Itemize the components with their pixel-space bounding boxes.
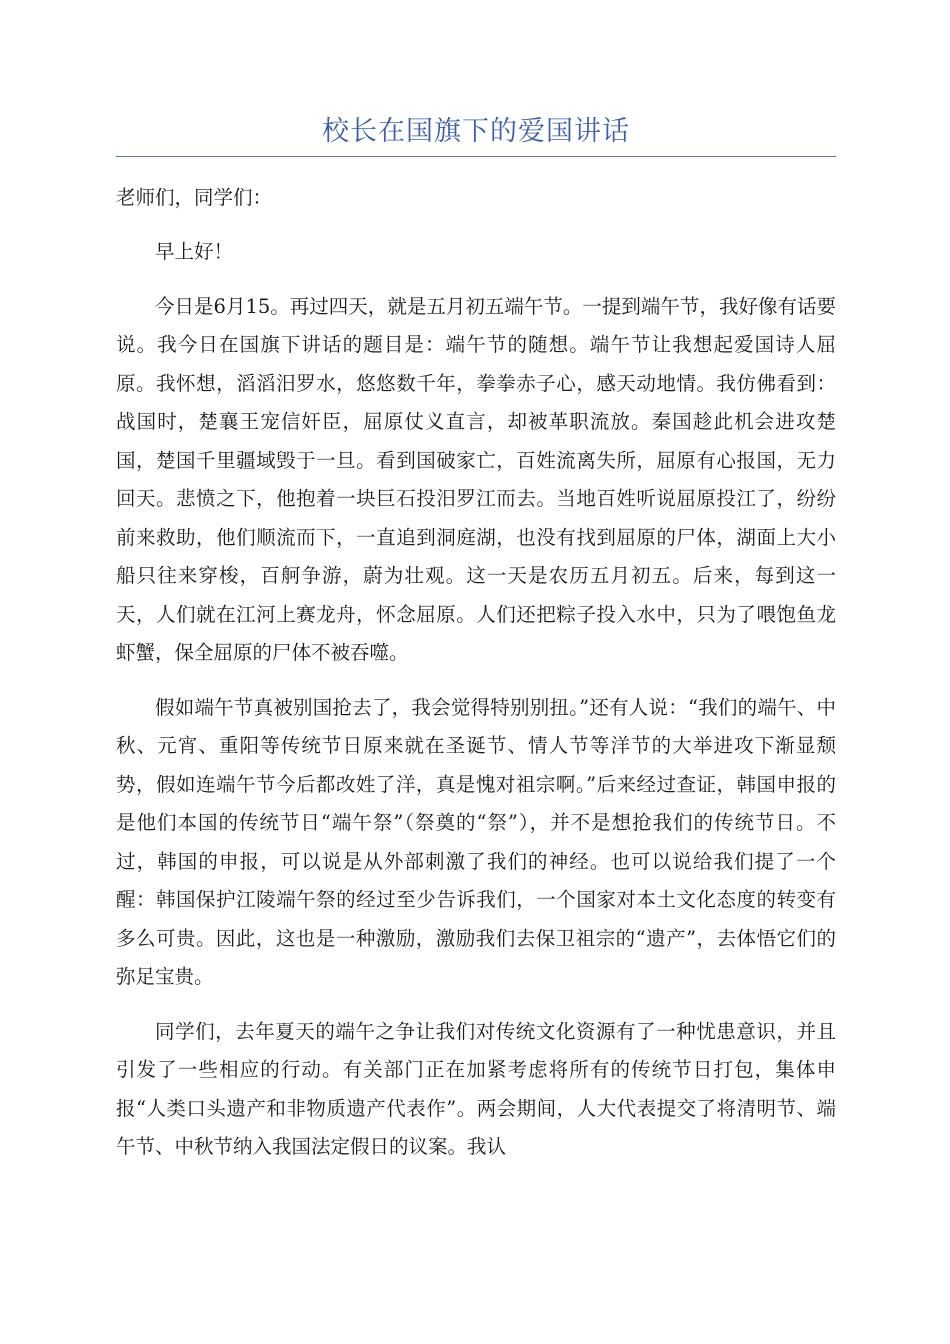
- salutation: 老师们，同学们：: [116, 186, 273, 209]
- paragraph-greeting: 早上好！: [155, 240, 234, 263]
- paragraph-dragon-boat-festival: 今日是6月15。再过四天，就是五月初五端午节。一提到端午节，我好像有话要说。我今日在国旗下讲话的题目是：端午节的随想。端午节让我想起爱国诗人屈原。我怀想，滔滔汨罗水，悠悠数千年，拳拳赤子心，感天动地情。我仿佛看到：战国时，楚襄王宠信奸臣，屈原仗义直言，却被革职流放。秦国趁此机会进攻楚国，楚国千里疆域毁于一旦。看到国破家亡，百姓流离失所，屈原有心报国，无力回天。悲愤之下，他抱着一块巨石投汨罗江而去。当地百姓听说屈原投江了，纷纷前来救助，他们顺流而下，一直追到洞庭湖，也没有找到屈原的尸体，湖面上大小船只往来穿梭，百舸争游，蔚为壮观。这一天是农历五月初五。后来，每到这一天，人们就在江河上赛龙舟，怀念屈原。人们还把粽子投入水中，只为了喂饱鱼龙虾蟹，保全屈原的尸体不被吞噬。: [116, 294, 836, 664]
- document-page: [116, 112, 836, 1167]
- paragraph-korea-declaration: 假如端午节真被别国抢去了，我会觉得特别别扭。”还有人说：“我们的端午、中秋、元宵、重阳等传统节日原来就在圣诞节、情人节等洋节的大举进攻下渐显颓势，假如连端午节今后都改姓了洋，真是愧对祖宗啊。”后来经过查证，韩国申报的是他们本国的传统节日“端午祭”（祭奠的“祭”），并不是想抢我们的传统节日。不过，韩国的申报，可以说是从外部刺激了我们的神经。也可以说给我们提了一个醒：韩国保护江陵端午祭的经过至少告诉我们，一个国家对本土文化态度的转变有多么可贵。因此，这也是一种激励，激励我们去保卫祖宗的“遗产”，去体悟它们的弥足宝贵。: [116, 695, 836, 988]
- document-title: 校长在国旗下的爱国讲话: [116, 112, 836, 157]
- paragraph-heritage-action: 同学们，去年夏天的端午之争让我们对传统文化资源有了一种忧患意识，并且引发了一些相应的行动。有关部门正在加紧考虑将所有的传统节日打包，集体申报“人类口头遗产和非物质遗产代表作”。两会期间，人大代表提交了将清明节、端午节、中秋节纳入我国法定假日的议案。我认: [116, 1019, 836, 1158]
